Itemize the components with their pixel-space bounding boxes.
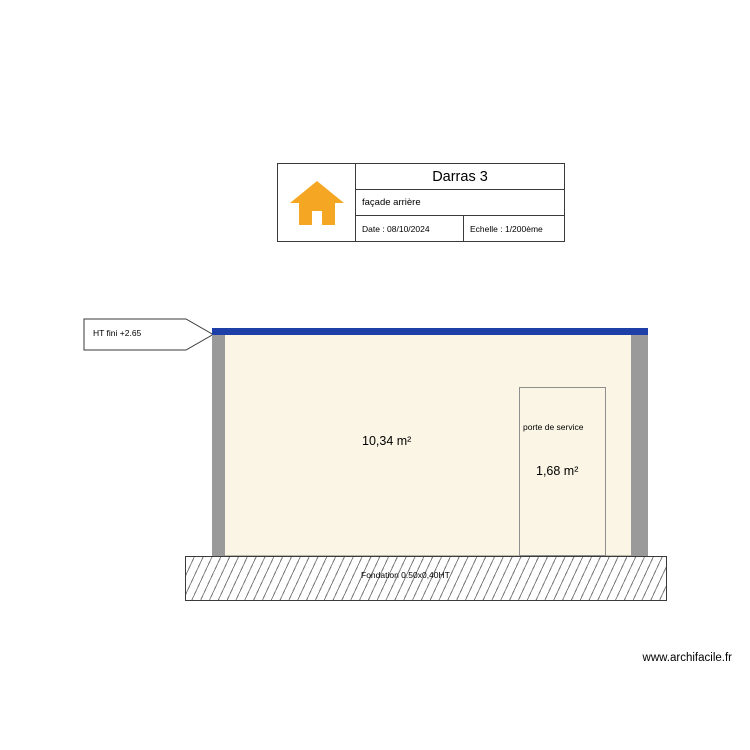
- footer-website: www.archifacile.fr: [642, 652, 732, 664]
- door-area-label: 1,68 m²: [536, 464, 579, 478]
- title-block-info: [356, 164, 564, 241]
- foundation-label: Fondation 0.50x0,40HT: [361, 570, 450, 580]
- height-callout-label: HT fini +2.65: [93, 328, 142, 338]
- title-block-subtitle-row: [356, 190, 564, 216]
- facade-elevation: [212, 330, 648, 556]
- drawing-date: Date : 08/10/2024: [356, 216, 464, 241]
- pillar-left: [212, 335, 225, 556]
- main-area-label: 10,34 m²: [362, 434, 412, 448]
- project-subtitle: façade arrière: [362, 197, 421, 208]
- house-icon: [290, 181, 344, 225]
- height-callout: [83, 318, 214, 351]
- pillar-right: [631, 335, 648, 556]
- title-block: [277, 163, 565, 242]
- house-roof-shape: [290, 181, 344, 203]
- title-block-meta-row: [356, 216, 564, 241]
- service-door-label: porte de service: [523, 422, 584, 432]
- drawing-scale: Echelle : 1/200ème: [470, 223, 543, 234]
- project-title: Darras 3: [432, 168, 488, 185]
- title-block-title-row: [356, 164, 564, 190]
- house-door-shape: [312, 211, 322, 225]
- title-block-logo-cell: [278, 164, 356, 241]
- roof-edge-band: [212, 328, 648, 335]
